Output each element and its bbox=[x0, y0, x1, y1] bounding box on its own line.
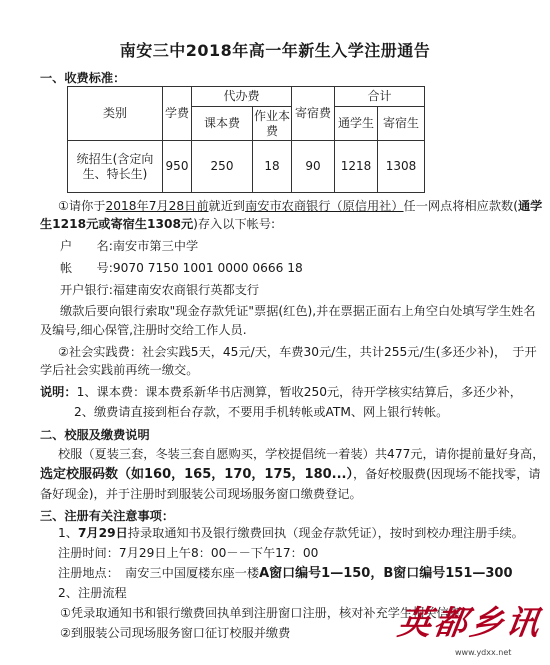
account-name: 户 名:南安市第三中学 bbox=[60, 239, 199, 253]
row-board-total: 1308 bbox=[378, 141, 425, 193]
fee-table bbox=[67, 86, 425, 193]
text: ，备好校服费(因现场不能找零，请 bbox=[353, 467, 541, 481]
row-workbook: 18 bbox=[253, 141, 292, 193]
section3-heading: 三、注册有关注意事项： bbox=[40, 509, 175, 523]
practice-fee-cont: 学后社会实践前再统一缴交。 bbox=[40, 363, 199, 377]
registration-item-2: 2、注册流程 bbox=[58, 586, 127, 600]
payment-instruction bbox=[58, 198, 542, 214]
note-label: 说明： bbox=[40, 385, 77, 399]
uniform-line-2 bbox=[40, 466, 541, 483]
opening-bank: 开户银行:福建南安农商银行英都支行 bbox=[60, 283, 260, 297]
header-total: 合计 bbox=[335, 87, 425, 107]
watermark-url: www.ydxx.net bbox=[455, 648, 512, 657]
uniform-sizes-bold: 选定校服码数（如160，165，170，175，180...） bbox=[40, 467, 353, 482]
header-textbook: 课本费 bbox=[192, 107, 253, 141]
section2-heading: 二、校服及缴费说明 bbox=[40, 428, 150, 442]
amount-bold: 通学 bbox=[517, 199, 543, 213]
header-workbook: 作业本费 bbox=[253, 107, 292, 141]
text: )存入以下帐号: bbox=[193, 217, 276, 231]
header-agency: 代办费 bbox=[192, 87, 292, 107]
registration-time: 注册时间：7月29日上午8：00－－下午17：00 bbox=[58, 546, 319, 560]
text: 注册地点： 南安三中国厦楼东座一楼 bbox=[58, 566, 260, 580]
registration-place bbox=[58, 565, 513, 582]
registration-item-1 bbox=[58, 525, 524, 541]
bank-name: 南安市农商银行（原信用社） bbox=[245, 199, 404, 213]
header-day-student: 通学生 bbox=[335, 107, 378, 141]
flow-step-2: ②到服装公司现场服务窗口征订校服并缴费 bbox=[60, 626, 291, 640]
header-dorm: 寄宿费 bbox=[292, 87, 335, 141]
text: 1、 bbox=[58, 526, 78, 540]
page-title: 南安三中2018年高一年新生入学注册通告 bbox=[119, 41, 431, 60]
row-category: 统招生(含定向生、特长生) bbox=[68, 141, 163, 193]
note-1 bbox=[40, 384, 522, 400]
flow-step-1: ①凭录取通知书和银行缴费回执单到注册窗口注册，核对补充学生相关信息 bbox=[60, 606, 461, 620]
section1-heading: 一、收费标准： bbox=[40, 71, 126, 85]
watermark-logo: 英都乡讯 bbox=[395, 603, 545, 642]
uniform-line-1: 校服（夏装三套，冬装三套自愿购买，学校提倡统一着装）共477元，请你提前量好身高， bbox=[58, 447, 545, 461]
window-numbers: A窗口编号1—150，B窗口编号151—300 bbox=[259, 566, 513, 581]
row-dorm: 90 bbox=[292, 141, 335, 193]
text: 任一网点将相应款数( bbox=[403, 199, 518, 213]
text: ①请你于 bbox=[58, 199, 106, 213]
receipt-note-cont: 及编号,细心保管,注册时交给工作人员. bbox=[40, 323, 247, 337]
amount-bold: 生1218元或寄宿生1308元 bbox=[40, 217, 194, 231]
row-day-total: 1218 bbox=[335, 141, 378, 193]
note-2: 2、缴费请直接到柜台存款，不要用手机转帐或ATM、网上银行转帐。 bbox=[74, 405, 449, 419]
payment-instruction-cont bbox=[40, 216, 275, 232]
row-tuition: 950 bbox=[163, 141, 192, 193]
practice-fee: ②社会实践费：社会实践5天，45元/天，车费30元/生，共计255元/生(多还少补)， 于开 bbox=[58, 345, 537, 359]
registration-date: 7月29日 bbox=[77, 526, 128, 540]
account-number: 帐 号:9070 7150 1001 0000 0666 18 bbox=[60, 261, 303, 275]
row-textbook: 250 bbox=[192, 141, 253, 193]
uniform-line-3: 备好现金)，并于注册时到服装公司现场服务窗口缴费登记。 bbox=[40, 487, 362, 501]
header-category: 类别 bbox=[68, 87, 163, 141]
deadline-date: 2018年7月28日前 bbox=[105, 199, 209, 213]
text: 持录取通知书及银行缴费回执（现金存款凭证），按时到校办理注册手续。 bbox=[127, 526, 524, 540]
receipt-note: 缴款后要向银行索取"现金存款凭证"票据(红色),并在票据正面右上角空白处填写学生姓名 bbox=[60, 304, 536, 318]
header-boarding-student: 寄宿生 bbox=[378, 107, 425, 141]
header-tuition: 学费 bbox=[163, 87, 192, 141]
text: 1、课本费：课本费系新华书店测算，暂收250元，待开学核实结算后，多还少补， bbox=[76, 385, 522, 399]
text: 就近到 bbox=[208, 199, 246, 213]
